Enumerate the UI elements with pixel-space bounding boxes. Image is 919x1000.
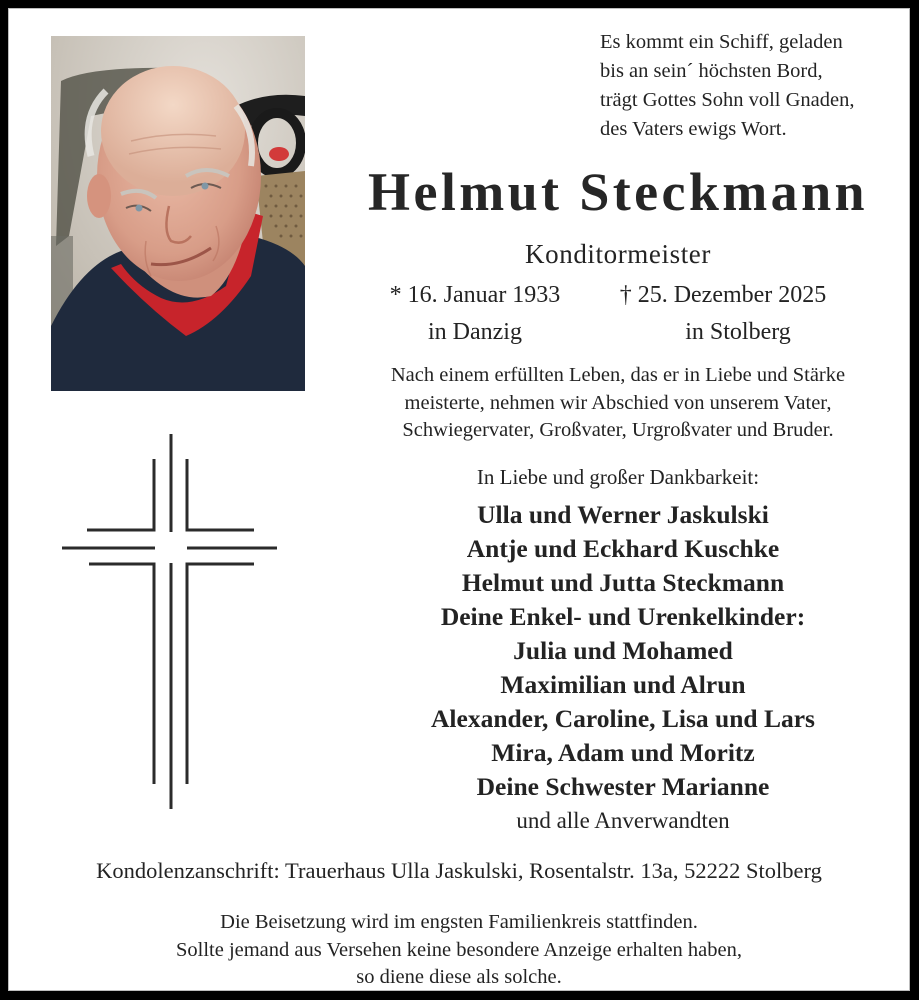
verse-line: trägt Gottes Sohn voll Gnaden, xyxy=(600,89,855,111)
message-line: meisterte, nehmen wir Abschied von unserem Vater, xyxy=(404,391,832,414)
mourner-name: Deine Enkel- und Urenkelkinder: xyxy=(440,602,806,631)
mourner-name: Julia und Mohamed xyxy=(513,636,733,665)
message-line: Nach einem erfüllten Leben, das er in Liebe und Stärke xyxy=(390,364,846,386)
deceased-profession: Konditormeister xyxy=(525,239,711,269)
mourner-name: Maximilian und Alrun xyxy=(500,670,746,699)
mourner-name: Mira, Adam und Moritz xyxy=(491,738,755,767)
birth-place: in Danzig xyxy=(428,319,522,345)
mourner-name: Deine Schwester Marianne xyxy=(476,772,770,801)
footer-line: Sollte jemand aus Versehen keine besondere Anzeige erhalten haben, xyxy=(175,938,742,961)
verse-line: des Vaters ewigs Wort. xyxy=(600,118,787,140)
mourner-name: Ulla und Werner Jaskulski xyxy=(477,500,769,529)
death-date: † 25. Dezember 2025 xyxy=(619,282,827,308)
birth-date: * 16. Januar 1933 xyxy=(389,282,561,308)
death-place: in Stolberg xyxy=(685,319,791,345)
deceased-name: Helmut Steckmann xyxy=(368,162,868,222)
footer-line: Die Beisetzung wird im engsten Familienkreis stattfinden. xyxy=(220,911,698,933)
mourner-name: Alexander, Caroline, Lisa und Lars xyxy=(431,704,815,733)
mourner-name: Antje und Eckhard Kuschke xyxy=(466,534,780,563)
mourners-closing: und alle Anverwandten xyxy=(516,808,730,833)
verse-line: Es kommt ein Schiff, geladen xyxy=(600,31,843,53)
condolence-address: Kondolenzanschrift: Trauerhaus Ulla Jaskulski, Rosentalstr. 13a, 52222 Stolberg xyxy=(96,858,822,883)
footer-line: so diene diese als solche. xyxy=(356,966,562,988)
mourners-intro: In Liebe und großer Dankbarkeit: xyxy=(476,465,760,489)
message-line: Schwiegervater, Großvater, Urgroßvater und Bruder. xyxy=(402,419,834,441)
mourner-name: Helmut und Jutta Steckmann xyxy=(461,568,785,597)
verse-line: bis an sein´ höchsten Bord, xyxy=(600,60,823,82)
